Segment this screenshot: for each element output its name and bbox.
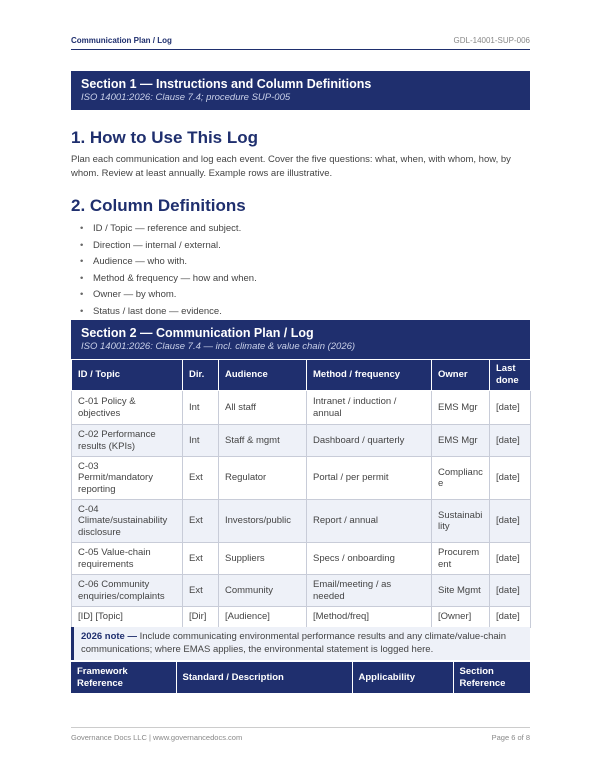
table-cell: C-04 Climate/sustainability disclosure [72, 500, 183, 543]
column-header: Dir. [183, 360, 219, 391]
table-header-row [72, 360, 531, 391]
table-row [72, 607, 531, 628]
page-header [71, 36, 530, 50]
table-cell: C-03 Permit/mandatory reporting [72, 457, 183, 500]
table-cell: Investors/public [219, 500, 307, 543]
table-cell: Intranet / induction / annual [307, 391, 432, 425]
table-cell: [date] [490, 543, 531, 575]
table-row [72, 575, 531, 607]
how-to-use-text: Plan each communication and log each event. Cover the five questions: what, when, with whom, how, by whom. Review at least annually. Example rows are illustrative. [71, 154, 511, 179]
column-header: Applicability [352, 662, 453, 693]
list-item: • Direction — internal / external. [80, 238, 257, 255]
list-item: • ID / Topic — reference and subject. [80, 221, 257, 238]
table-cell: [date] [490, 457, 531, 500]
column-header: Section Reference [453, 662, 530, 693]
table-cell: [Audience] [219, 607, 307, 628]
table-cell: [Owner] [432, 607, 490, 628]
page-number: Page 6 of 8 [491, 733, 530, 742]
table-cell: Sustainability [432, 500, 490, 543]
table-row [72, 391, 531, 425]
document-code: GDL-14001-SUP-006 [453, 36, 530, 45]
table-cell: C-01 Policy & objectives [72, 391, 183, 425]
table-cell: Int [183, 391, 219, 425]
list-item: • Owner — by whom. [80, 287, 257, 304]
section-1-banner [71, 71, 530, 110]
table-cell: Ext [183, 457, 219, 500]
table-cell: Staff & mgmt [219, 425, 307, 457]
table-cell: C-05 Value-chain requirements [72, 543, 183, 575]
table-cell: All staff [219, 391, 307, 425]
table-cell: Suppliers [219, 543, 307, 575]
section-2-title: Section 2 — Communication Plan / Log [81, 326, 314, 340]
table-cell: [date] [490, 607, 531, 628]
table-cell: EMS Mgr [432, 391, 490, 425]
framework-reference-table [71, 662, 531, 693]
column-header: Standard / Description [176, 662, 352, 693]
column-definitions-list [80, 221, 257, 320]
column-header: Owner [432, 360, 490, 391]
list-item: • Method & frequency — how and when. [80, 271, 257, 288]
table-cell: Email/meeting / as needed [307, 575, 432, 607]
section-2-subtitle: ISO 14001:2026: Clause 7.4 — incl. climate & value chain (2026) [81, 341, 356, 352]
table-header-row [71, 662, 530, 693]
document-title: Communication Plan / Log [71, 36, 172, 45]
column-header: ID / Topic [72, 360, 183, 391]
column-header: Audience [219, 360, 307, 391]
table-cell: [Method/freq] [307, 607, 432, 628]
table-cell: [ID] [Topic] [72, 607, 183, 628]
communication-log-table [71, 359, 531, 628]
note-text: Include communicating environmental performance results and any climate/value-chain communications; where EMAS applies, the environmental statement is logged here. [81, 631, 507, 655]
table-cell: [date] [490, 425, 531, 457]
table-cell: Portal / per permit [307, 457, 432, 500]
table-cell: [date] [490, 500, 531, 543]
table-cell: Dashboard / quarterly [307, 425, 432, 457]
how-to-use-heading: 1. How to Use This Log [71, 128, 259, 147]
table-cell: Ext [183, 543, 219, 575]
table-cell: EMS Mgr [432, 425, 490, 457]
table-row [72, 425, 531, 457]
page-footer [71, 727, 530, 741]
table-cell: Procurement [432, 543, 490, 575]
column-definitions-heading: 2. Column Definitions [71, 196, 246, 215]
table-cell: Site Mgmt [432, 575, 490, 607]
section-1-title: Section 1 — Instructions and Column Definitions [81, 77, 372, 91]
table-cell: Ext [183, 575, 219, 607]
table-cell: Specs / onboarding [307, 543, 432, 575]
table-cell: Int [183, 425, 219, 457]
table-cell: Regulator [219, 457, 307, 500]
column-header: Framework Reference [71, 662, 176, 693]
table-cell: [Dir] [183, 607, 219, 628]
note-box [71, 627, 530, 660]
table-cell: Community [219, 575, 307, 607]
table-cell: Compliance [432, 457, 490, 500]
table-cell: [date] [490, 575, 531, 607]
table-cell: Report / annual [307, 500, 432, 543]
column-header: Last done [490, 360, 531, 391]
table-cell: Ext [183, 500, 219, 543]
section-1-subtitle: ISO 14001:2026: Clause 7.4; procedure SUP-005 [81, 92, 291, 103]
list-item: • Audience — who with. [80, 254, 257, 271]
column-header: Method / frequency [307, 360, 432, 391]
section-2-banner [71, 320, 530, 359]
table-row [72, 500, 531, 543]
table-cell: C-02 Performance results (KPIs) [72, 425, 183, 457]
footer-company: Governance Docs LLC | www.governancedocs.com [71, 733, 243, 742]
list-item: • Status / last done — evidence. [80, 304, 257, 321]
table-row [72, 457, 531, 500]
table-row [72, 543, 531, 575]
table-cell: [date] [490, 391, 531, 425]
table-cell: C-06 Community enquiries/complaints [72, 575, 183, 607]
note-label: 2026 note — [81, 631, 137, 642]
